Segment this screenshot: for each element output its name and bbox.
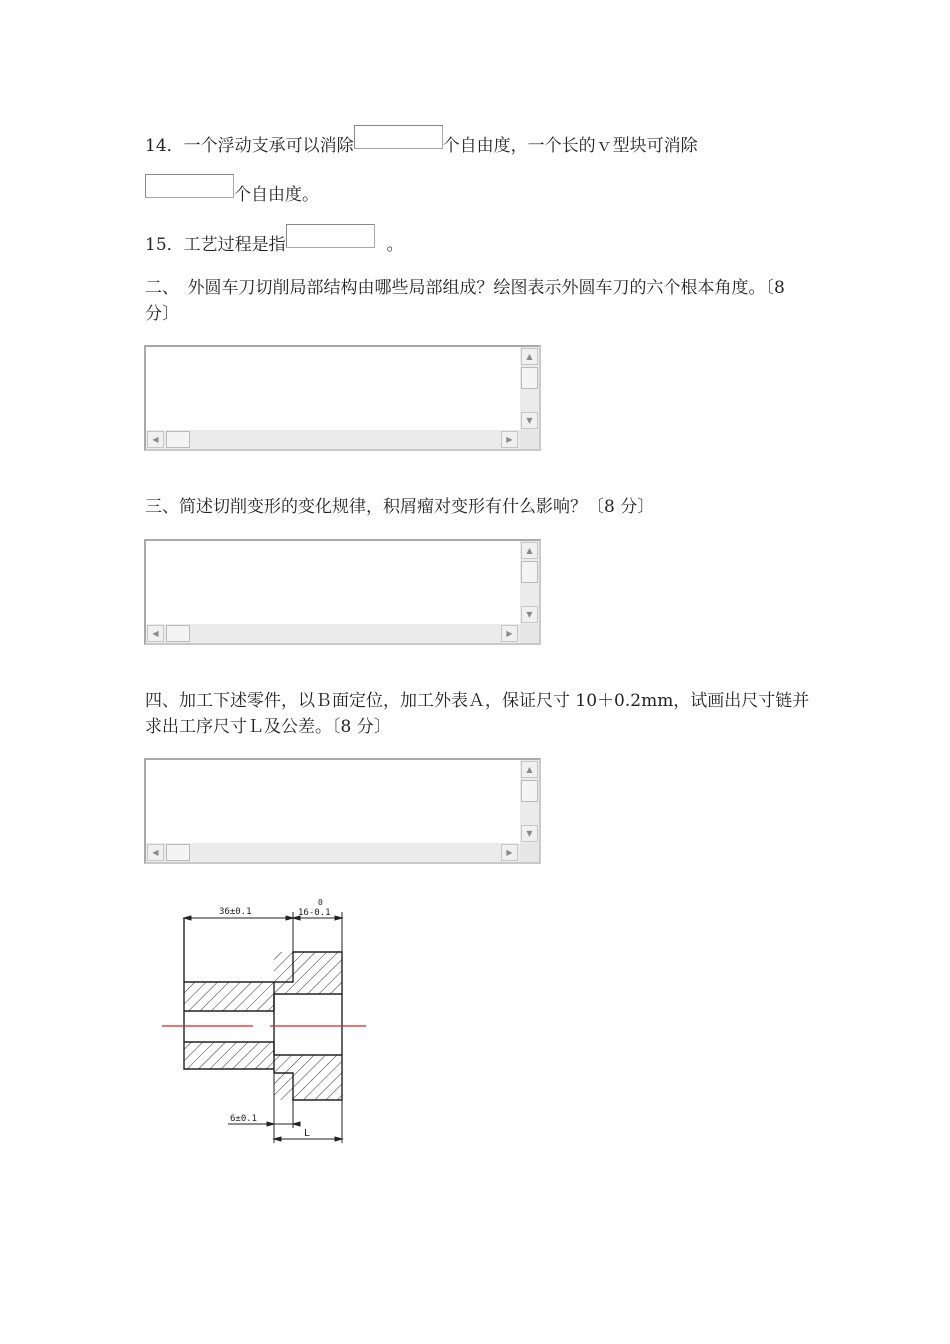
section-2-answer-box[interactable]: [144, 345, 541, 451]
scroll-down-icon[interactable]: ▼: [521, 606, 538, 623]
scroll-left-icon[interactable]: ◀: [147, 625, 164, 642]
top-dimensions: [184, 912, 342, 952]
scroll-thumb[interactable]: [521, 780, 538, 802]
question-15: [145, 232, 404, 258]
q14-blank-1[interactable]: [354, 125, 443, 149]
q15-text-part2: 。: [386, 235, 404, 255]
vertical-scrollbar[interactable]: [520, 760, 539, 843]
dim-16-label: 16-0.1: [298, 908, 331, 918]
q15-text-part1: 15．工艺过程是指: [145, 235, 286, 255]
scroll-right-icon[interactable]: ▶: [501, 625, 518, 642]
section-3-question: 三、简述切削变形的变化规律，积屑瘤对变形有什么影响？〔8 分〕: [145, 497, 655, 517]
horizontal-scrollbar[interactable]: [146, 430, 539, 449]
scroll-left-icon[interactable]: ◀: [147, 431, 164, 448]
section-2-question: 二、 外圆车刀切削局部结构由哪些局部组成？绘图表示外圆车刀的六个根本角度。〔8 分〕: [145, 278, 785, 324]
vertical-scrollbar[interactable]: [520, 541, 539, 624]
hatch-upper-right: [274, 952, 342, 994]
scroll-left-icon[interactable]: ◀: [147, 844, 164, 861]
scroll-thumb[interactable]: [521, 561, 538, 583]
dim-6-label: 6±0.1: [230, 1114, 258, 1124]
q14-text-part1: 14．一个浮动支承可以消除: [145, 136, 354, 156]
question-14-line1: [145, 133, 698, 159]
scroll-up-icon[interactable]: ▲: [521, 542, 538, 559]
question-14-line2: [145, 182, 319, 208]
section-3-answer-box[interactable]: [144, 539, 541, 645]
q14-text-part3: 个自由度。: [234, 185, 319, 205]
q15-blank[interactable]: [286, 224, 375, 248]
scroll-down-icon[interactable]: ▼: [521, 412, 538, 429]
scroll-up-icon[interactable]: ▲: [521, 761, 538, 778]
scroll-thumb[interactable]: [166, 844, 190, 861]
scroll-corner: [520, 624, 539, 643]
vertical-scrollbar[interactable]: [520, 347, 539, 430]
dim-36-label: 36±0.1: [219, 907, 252, 917]
horizontal-scrollbar[interactable]: [146, 624, 539, 643]
q14-blank-2[interactable]: [145, 174, 234, 198]
horizontal-scrollbar[interactable]: [146, 843, 539, 862]
section-4-question: 四、加工下述零件，以Ｂ面定位，加工外表Ａ，保证尺寸 10＋0.2mm，试画出尺寸链并求出工序尺寸Ｌ及公差。〔8 分〕: [145, 691, 810, 737]
scroll-thumb[interactable]: [166, 431, 190, 448]
section-4-answer-box[interactable]: [144, 758, 541, 864]
scroll-up-icon[interactable]: ▲: [521, 348, 538, 365]
scroll-thumb[interactable]: [166, 625, 190, 642]
scroll-down-icon[interactable]: ▼: [521, 825, 538, 842]
scroll-right-icon[interactable]: ▶: [501, 431, 518, 448]
dim-L-label: L: [304, 1128, 310, 1139]
scroll-corner: [520, 430, 539, 449]
hatch-lower-right: [274, 1055, 342, 1100]
scroll-corner: [520, 843, 539, 862]
hatch-lower-left: [184, 1042, 274, 1069]
part-drawing: [155, 890, 375, 1150]
scroll-right-icon[interactable]: ▶: [501, 844, 518, 861]
dim-16-upper-deviation: 0: [318, 898, 323, 907]
scroll-thumb[interactable]: [521, 367, 538, 389]
hatch-upper-left: [184, 982, 274, 1011]
q14-text-part2: 个自由度，一个长的ｖ型块可消除: [442, 136, 698, 156]
